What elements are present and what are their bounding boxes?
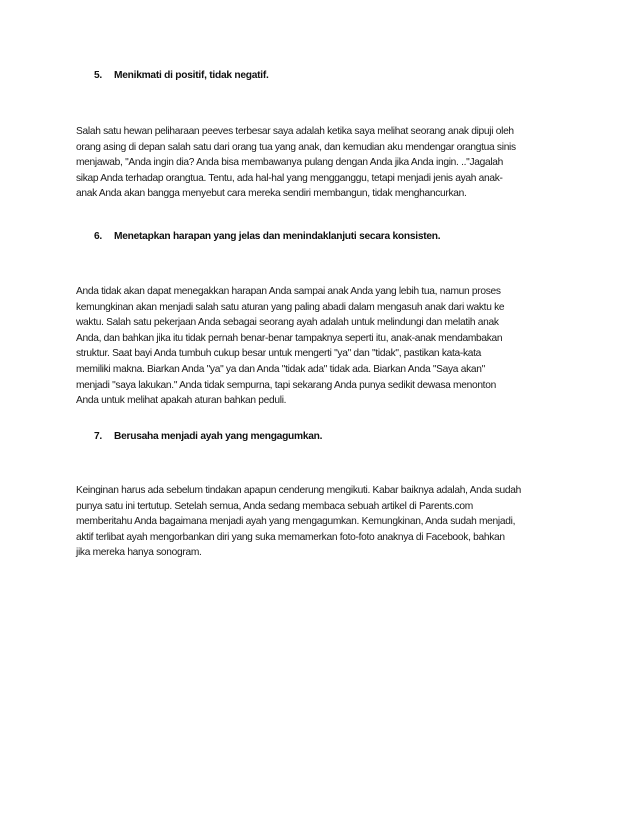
paragraph-line: memberitahu Anda bagaimana menjadi ayah yang mengagumkan. Kemungkinan, Anda sudah menjadi,	[76, 516, 516, 528]
section-number: 7.	[94, 431, 102, 442]
paragraph-line: menjadi "saya lakukan." Anda tidak sempurna, tapi sekarang Anda punya sedikit dewasa menonton	[76, 379, 496, 391]
section-paragraph-7	[76, 483, 566, 561]
paragraph-line: waktu. Salah satu pekerjaan Anda sebagai seorang ayah adalah untuk melindungi dan melatih anak	[76, 317, 499, 329]
paragraph-line: Anda tidak akan dapat menegakkan harapan Anda sampai anak Anda yang lebih tua, namun proses	[76, 286, 501, 297]
section-paragraph-6	[76, 284, 566, 409]
paragraph-line: jika mereka hanya sonogram.	[76, 547, 202, 559]
section-number: 5.	[94, 70, 102, 81]
paragraph-line: Salah satu hewan peliharaan peeves terbesar saya adalah ketika saya melihat seorang anak dipuji oleh	[76, 126, 514, 137]
paragraph-line: anak Anda akan bangga menyebut cara mereka sendiri membangun, tidak menghancurkan.	[76, 188, 467, 200]
section-paragraph-5	[76, 124, 566, 202]
paragraph-line: menjawab, "Anda ingin dia? Anda bisa membawanya pulang dengan Anda jika Anda ingin. .."Jagalah	[76, 157, 504, 169]
paragraph-line: kemungkinan akan menjadi salah satu aturan yang paling abadi dalam mengasuh anak dari waktu ke	[76, 301, 505, 313]
section-heading-7	[94, 431, 322, 442]
section-title: Menetapkan harapan yang jelas dan menindaklanjuti secara konsisten.	[114, 231, 441, 242]
paragraph-line: punya satu ini tertutup. Setelah semua, Anda sedang membaca sebuah artikel di Parents.com	[76, 500, 473, 512]
paragraph-line: struktur. Saat bayi Anda tumbuh cukup besar untuk mengerti "ya" dan "tidak", pastikan kata-kata	[76, 348, 482, 360]
section-number: 6.	[94, 231, 102, 242]
section-heading-6	[94, 231, 440, 242]
paragraph-line: aktif terlibat ayah mengorbankan diri yang suka memamerkan foto-foto anaknya di Facebook, bahkan	[76, 531, 505, 543]
section-title: Menikmati di positif, tidak negatif.	[114, 70, 269, 81]
section-title: Berusaha menjadi ayah yang mengagumkan.	[114, 431, 323, 442]
paragraph-line: Anda, dan bahkan jika itu tidak pernah benar-benar tampaknya seperti itu, anak-anak mendambakan	[76, 332, 503, 344]
paragraph-line: memiliki makna. Biarkan Anda "ya" ya dan Anda "tidak ada" tidak ada. Biarkan Anda "Saya akan"	[76, 363, 485, 375]
paragraph-line: Anda untuk melihat apakah aturan bahkan peduli.	[76, 395, 287, 407]
paragraph-line: orang asing di depan salah satu dari orang tua yang anak, dan kemudian aku mendengar orangtua sinis	[76, 141, 516, 153]
paragraph-line: Keinginan harus ada sebelum tindakan apapun cenderung mengikuti. Kabar baiknya adalah, Anda sudah	[76, 485, 521, 496]
paragraph-line: sikap Anda terhadap orangtua. Tentu, ada hal-hal yang mengganggu, tetapi menjadi jenis ayah anak-	[76, 172, 503, 184]
section-heading-5	[94, 70, 269, 81]
